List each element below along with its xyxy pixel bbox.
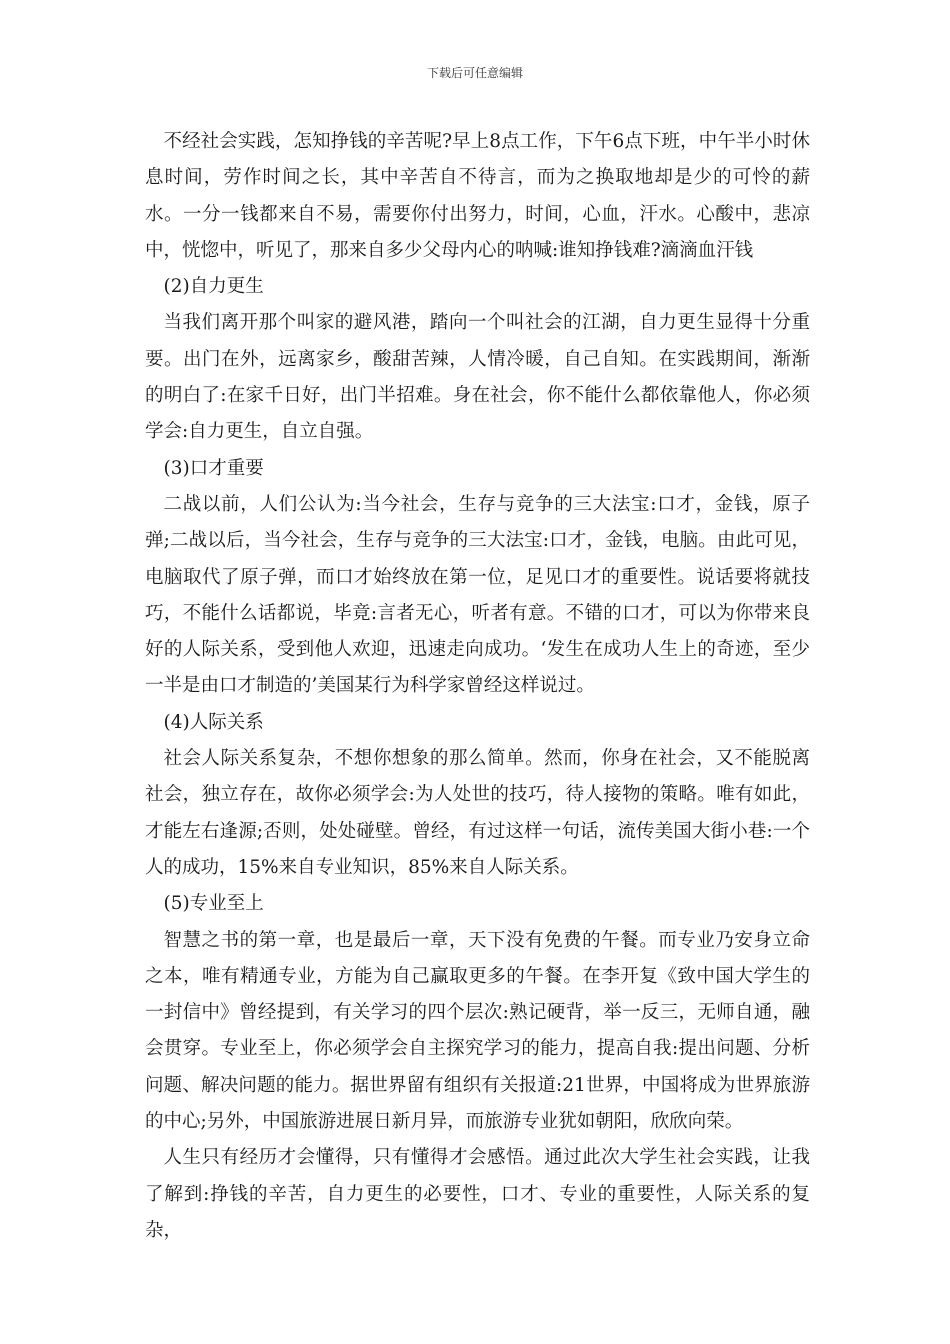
section-heading-profession: (5)专业至上 <box>163 893 264 915</box>
section-heading-eloquence: (3)口才重要 <box>163 457 264 479</box>
paragraph-self-reliance: 当我们离开那个叫家的避风港，踏向一个叫社会的江湖，自力更生显得十分重要。出门在外，远离家乡，酸甜苦辣，人情冷暖，自己自知。在实践期间，渐渐的明白了:在家千日好，出门半招难。身在社会，你不能什么都依靠他人，你必须学会:自力更生，自立自强。 <box>145 312 810 443</box>
paragraph-eloquence: 二战以前，人们公认为:当今社会，生存与竞争的三大法宝:口才，金钱，原子弹;二战以后，当今社会，生存与竞争的三大法宝:口才，金钱，电脑。由此可见，电脑取代了原子弹，而口才始终放在第一位，足见口才的重要性。说话要将就技巧，不能什么话都说，毕竟:言者无心，听者有意。不错的口才，可以为你带来良好的人际关系，受到他人欢迎，迅速走向成功。‘发生在成功人生上的奇迹，至少一半是由口才制造的’美国某行为科学家曾经这样说过。 <box>145 493 810 697</box>
page-header: 下载后可任意编辑 <box>426 66 523 80</box>
paragraph-conclusion: 人生只有经历才会懂得，只有懂得才会感悟。通过此次大学生社会实践，让我了解到:挣钱的辛苦，自力更生的必要性，口才、专业的重要性，人际关系的复杂， <box>145 1147 810 1241</box>
paragraph-earning-money: 不经社会实践，怎知挣钱的辛苦呢?早上8点工作，下午6点下班，中午半小时休息时间，劳作时间之长，其中辛苦自不待言，而为之换取地却是少的可怜的薪水。一分一钱都来自不易，需要你付出努力，时间，心血，汗水。心酸中，悲凉中，恍惚中，听见了，那来自多少父母内心的呐喊:谁知挣钱难?滴滴血汗钱 <box>145 131 810 261</box>
section-heading-relationships: (4)人际关系 <box>163 711 264 733</box>
paragraph-profession: 智慧之书的第一章，也是最后一章，天下没有免费的午餐。而专业乃安身立命之本，唯有精通专业，方能为自己赢取更多的午餐。在李开复《致中国大学生的一封信中》曾经提到，有关学习的四个层次:熟记硬背，举一反三，无师自通，融会贯穿。专业至上，你必须学会自主探究学习的能力，提高自我:提出问题、分析问题、解决问题的能力。据世界留有组织有关报道:21世界，中国将成为世界旅游的中心;另外，中国旅游进展日新月异，而旅游专业犹如朝阳，欣欣向荣。 <box>145 929 810 1133</box>
paragraph-relationships: 社会人际关系复杂，不想你想象的那么简单。然而，你身在社会，又不能脱离社会，独立存在，故你必须学会:为人处世的技巧，待人接物的策略。唯有如此，才能左右逢源;否则，处处碰壁。曾经，有过这样一句话，流传美国大街小巷:一个人的成功，15%来自专业知识，85%来自人际关系。 <box>145 748 810 878</box>
section-heading-self-reliance: (2)自力更生 <box>163 276 264 298</box>
document-body <box>145 124 810 1249</box>
